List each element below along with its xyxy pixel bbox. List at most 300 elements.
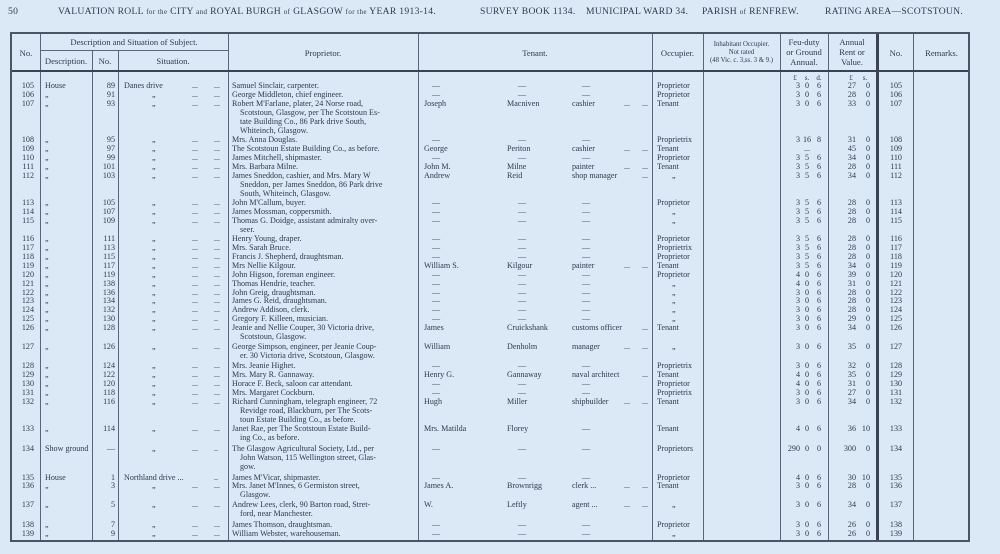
description: House (45, 472, 66, 482)
feu-pence: 6 (816, 278, 822, 288)
tenant-first-name: — (432, 278, 441, 288)
occupier-status: Tenant (657, 424, 679, 434)
entry-number-right: 123 (889, 296, 903, 306)
proprietor-line: Jeanie and Nellie Couper, 30 Victoria drive, (232, 322, 374, 332)
entry-number: 132 (21, 396, 34, 406)
tenant-first-name: — (432, 81, 441, 90)
leader-dots: ... (192, 170, 199, 180)
tenant-surname: — (518, 314, 527, 324)
tenant-surname: Miller (507, 396, 528, 406)
feu-shillings: 0 (804, 424, 810, 434)
description: „ (45, 143, 49, 153)
feu-shillings: 5 (804, 243, 810, 253)
proprietor (232, 520, 418, 529)
rule (876, 34, 879, 540)
feu-pounds: 3 (795, 314, 800, 324)
tenant-surname: — (518, 278, 527, 288)
feu-shillings: 0 (804, 89, 810, 99)
rule (780, 34, 781, 540)
entry-number: 105 (21, 81, 34, 90)
entry-number-right: 112 (890, 170, 902, 180)
col-inhabitant-line: Not rated (728, 49, 755, 56)
feu-pence: 6 (816, 370, 822, 380)
rent-shillings: 0 (865, 98, 870, 108)
description: „ (45, 234, 49, 244)
description: „ (45, 135, 49, 145)
entry-number-right: 135 (889, 472, 903, 482)
tenant-first-name: — (432, 135, 441, 145)
feu-shillings: 0 (804, 361, 810, 371)
leader-dots: ... (192, 519, 199, 529)
feu-pounds: 4 (795, 379, 800, 389)
leader-dots: ... (642, 161, 649, 171)
entry-number-right: 128 (889, 361, 903, 371)
title-main: VALUATION ROLL (58, 6, 144, 17)
leader-dots: ... (642, 322, 649, 332)
feu-pence: 6 (816, 269, 822, 279)
rent-pounds: 28 (847, 252, 856, 262)
leader-dots: ... (192, 481, 199, 491)
tenant-occupation: agent ... (572, 500, 598, 510)
description: „ (45, 322, 49, 332)
leader-dots: ... (214, 396, 221, 406)
description: „ (45, 252, 49, 262)
leader-dots: ... (192, 81, 199, 90)
feu-pounds: 3 (795, 234, 800, 244)
description: „ (45, 519, 49, 529)
proprietor (232, 171, 418, 198)
leader-dots: ... (642, 98, 649, 108)
unit-pounds: £ (793, 74, 797, 82)
feu-pence: 6 (816, 519, 822, 529)
entry-number-right: 125 (889, 314, 903, 324)
proprietor (232, 500, 418, 518)
tenant-surname: Macniven (507, 98, 540, 108)
description: „ (45, 215, 49, 225)
rule (40, 50, 228, 51)
entry-number: 112 (22, 170, 34, 180)
feu-shillings: 5 (804, 206, 810, 216)
proprietor-line: Scotstoun, Glasgow, per The Scotstoun Es- (240, 107, 380, 117)
tenant-occupation: — (582, 472, 591, 482)
tenant-surname: — (518, 198, 527, 208)
subject-number: 5 (110, 500, 115, 510)
proprietor-line: William Webster, warehouseman. (232, 528, 341, 538)
entry-number: 131 (21, 387, 34, 397)
tenant-surname: Brownrigg (507, 481, 543, 491)
proprietor-line: James Mitchell, shipmaster. (232, 152, 322, 162)
feu-shillings: 0 (804, 98, 810, 108)
rent-pounds: 28 (847, 234, 856, 244)
feu-pence: 6 (816, 379, 822, 389)
feu-shillings: 0 (804, 322, 810, 332)
tenant-surname: — (518, 444, 527, 453)
parish (702, 6, 799, 17)
feu-shillings: 0 (804, 472, 810, 482)
feu-pounds: 4 (795, 278, 800, 288)
proprietor (232, 270, 418, 279)
col-proprietor: Proprietor. (304, 48, 342, 58)
survey-book: SURVEY BOOK 1134. (480, 6, 576, 17)
tenant-first-name: — (432, 519, 441, 529)
feu-pounds: 4 (795, 370, 800, 380)
leader-dots: ... (214, 269, 221, 279)
situation: „ (152, 341, 156, 351)
leader-dots: ... (624, 143, 631, 153)
occupier-status: „ (672, 215, 676, 225)
feu-pounds: 3 (795, 198, 800, 208)
feu-shillings: 0 (804, 305, 810, 315)
feu-pounds: 3 (795, 341, 800, 351)
proprietor-line: George Middleton, chief engineer. (232, 89, 344, 99)
feu-pounds: 4 (795, 424, 800, 434)
roll-title (58, 6, 436, 17)
subject-number: 126 (102, 341, 115, 351)
proprietor-line: ford, near Manchester. (240, 509, 313, 519)
feu-pounds: 3 (795, 481, 800, 491)
entry-number-right: 111 (890, 161, 902, 171)
subject-number: 118 (103, 387, 115, 397)
situation: „ (152, 396, 156, 406)
feu-pence: 6 (816, 234, 822, 244)
feu-shillings: 5 (804, 152, 810, 162)
subject-number: 89 (106, 81, 115, 90)
feu-pence: 6 (816, 152, 822, 162)
feu-shillings: 16 (802, 135, 812, 145)
feu-pounds: 3 (795, 215, 800, 225)
tenant-first-name: — (432, 387, 441, 397)
entry-number-right: 132 (889, 396, 903, 406)
unit-shillings: s. (804, 74, 810, 82)
description: „ (45, 206, 49, 216)
leader-dots: ... (214, 361, 221, 371)
proprietor (232, 81, 418, 90)
tenant-surname: — (518, 243, 527, 253)
leader-dots: ... (192, 296, 199, 306)
rule (418, 34, 419, 540)
rent-shillings: 0 (865, 519, 870, 529)
leader-dots: ... (624, 396, 631, 406)
proprietor-line: Revidge road, Blackburn, per The Scots- (240, 405, 373, 415)
entry-number: 125 (21, 314, 34, 324)
feu-shillings: 5 (804, 252, 810, 262)
leader-dots: ... (214, 170, 221, 180)
entry-number-right: 118 (890, 252, 902, 262)
rule (703, 34, 704, 540)
col-no-right: No. (889, 48, 903, 58)
rent-shillings: 0 (865, 444, 870, 453)
tenant-surname: — (518, 387, 527, 397)
proprietor (232, 305, 418, 314)
feu-pence: 6 (816, 396, 822, 406)
rent-pounds: 34 (847, 170, 856, 180)
proprietor (232, 207, 418, 216)
unit-pence: d. (816, 74, 822, 82)
leader-dots: ... (214, 206, 221, 216)
entry-number-right: 133 (889, 424, 903, 434)
situation: „ (152, 243, 156, 253)
description: „ (45, 424, 49, 434)
leader-dots: ... (192, 161, 199, 171)
proprietor (232, 99, 418, 135)
proprietor (232, 162, 418, 171)
proprietor (232, 279, 418, 288)
tenant-surname: Cruickshank (507, 322, 548, 332)
leader-dots: ... (214, 296, 221, 306)
tenant-first-name: — (432, 215, 441, 225)
page-header (8, 6, 992, 20)
description: „ (45, 396, 49, 406)
entry-number: 117 (22, 243, 34, 253)
tenant-occupation: manager (572, 341, 600, 351)
situation: Northland drive ... (124, 472, 184, 482)
tenant-surname: — (518, 81, 527, 90)
leader-dots: ... (214, 528, 221, 538)
tenant-occupation: — (582, 206, 591, 216)
feu-pounds: 3 (795, 361, 800, 371)
entry-number: 106 (21, 89, 34, 99)
proprietor-line: James M'Vicar, shipmaster. (232, 472, 321, 482)
proprietor-line: Henry Young, draper. (232, 234, 302, 244)
situation: „ (152, 152, 156, 162)
rent-shillings: 0 (865, 89, 870, 99)
rent-pounds: 28 (847, 215, 856, 225)
tenant-first-name: — (432, 252, 441, 262)
occupier-status: Proprietrix (657, 243, 693, 253)
entry-number: 127 (21, 341, 34, 351)
occupier-status: Proprietor (657, 81, 690, 90)
rent-pounds: 29 (847, 314, 856, 324)
proprietor (232, 529, 418, 538)
occupier-status: Proprietor (657, 198, 690, 208)
occupier-status: „ (672, 296, 676, 306)
tenant-surname: — (518, 234, 527, 244)
leader-dots: ... (192, 89, 199, 99)
proprietor (232, 198, 418, 207)
tenant-occupation: cashier (572, 143, 595, 153)
rent-pounds: 28 (847, 296, 856, 306)
proprietor-line: Mrs. Anna Douglas. (232, 135, 298, 145)
proprietor (232, 234, 418, 243)
proprietor-line: seer. (240, 224, 255, 234)
rent-shillings: 0 (865, 135, 870, 145)
entry-number: 139 (21, 528, 34, 538)
situation: „ (152, 370, 156, 380)
occupier-status: „ (672, 278, 676, 288)
col-no: No. (19, 48, 33, 58)
rule (913, 34, 914, 540)
feu-shillings: 5 (804, 215, 810, 225)
col-rent-line: Rent or (839, 47, 865, 57)
entry-number: 111 (22, 161, 34, 171)
proprietor-line: John Greig, draughtsman. (232, 287, 316, 297)
feu-pounds: 3 (795, 305, 800, 315)
leader-dots: ... (642, 370, 649, 380)
description: „ (45, 261, 49, 270)
feu-pounds: 3 (795, 500, 800, 510)
tenant-occupation: — (582, 215, 591, 225)
feu-pence: 6 (816, 198, 822, 208)
col-remarks: Remarks. (925, 48, 958, 58)
subject-number: 109 (102, 215, 115, 225)
proprietor (232, 342, 418, 360)
proprietor-line: Andrew Lees, clerk, 90 Barton road, Stret- (232, 500, 371, 510)
description: „ (45, 243, 49, 253)
tenant-surname: — (518, 252, 527, 262)
rent-pounds: 31 (847, 278, 856, 288)
occupier-status: „ (672, 500, 676, 510)
entry-number-right: 109 (889, 143, 903, 153)
feu-shillings: 0 (804, 81, 810, 90)
entry-number: 137 (21, 500, 34, 510)
feu-pence: 6 (816, 89, 822, 99)
tenant-surname: Leftly (507, 500, 527, 510)
entry-number: 119 (22, 261, 34, 270)
entry-number-right: 124 (889, 305, 903, 315)
entry-number: 129 (21, 370, 34, 380)
tenant-surname: Denholm (507, 341, 538, 351)
feu-shillings: 5 (804, 170, 810, 180)
occupier-status: Tenant (657, 261, 679, 270)
subject-number: 128 (102, 322, 115, 332)
subject-number: 138 (102, 278, 115, 288)
tenant-first-name: — (432, 234, 441, 244)
description: „ (45, 278, 49, 288)
leader-dots: ... (192, 198, 199, 208)
tenant-occupation: — (582, 314, 591, 324)
tenant-first-name: — (432, 314, 441, 324)
tenant-surname: — (518, 472, 527, 482)
feu-pence: 6 (816, 215, 822, 225)
proprietor (232, 314, 418, 323)
entry-number: 116 (22, 234, 34, 244)
proprietor (232, 296, 418, 305)
subject-number: 99 (106, 152, 115, 162)
feu-pounds: 3 (795, 519, 800, 529)
occupier-status: „ (672, 314, 676, 324)
rent-shillings: 10 (861, 424, 870, 434)
title-word: for the (146, 8, 168, 16)
leader-dots: ... (642, 500, 649, 510)
rent-shillings: 0 (865, 198, 870, 208)
feu-pounds: 3 (795, 135, 800, 145)
occupier-status: Tenant (657, 98, 679, 108)
tenant-first-name: — (432, 198, 441, 208)
occupier-status: „ (672, 528, 676, 538)
tenant-surname: — (518, 519, 527, 529)
tenant-first-name: Hugh (424, 396, 442, 406)
occupier-status: Proprietrix (657, 361, 693, 371)
entry-number-right: 113 (890, 198, 902, 208)
tenant-surname: — (518, 206, 527, 216)
rent-shillings: 0 (865, 305, 870, 315)
proprietor (232, 261, 418, 270)
entry-number-right: 108 (889, 135, 903, 145)
rent-pounds: 28 (847, 161, 856, 171)
description: „ (45, 296, 49, 306)
feu-pounds: 3 (795, 206, 800, 216)
tenant-surname: — (518, 305, 527, 315)
rent-shillings: 0 (865, 170, 870, 180)
tenant-occupation: — (582, 305, 591, 315)
occupier-status: Tenant (657, 370, 679, 380)
tenant-first-name: — (432, 269, 441, 279)
proprietor (232, 481, 418, 499)
feu-pounds: 3 (795, 252, 800, 262)
leader-dots: .. (214, 472, 219, 482)
tenant-occupation: — (582, 135, 591, 145)
entry-number: 107 (21, 98, 34, 108)
occupier-status: Tenant (657, 396, 679, 406)
entry-number-right: 126 (889, 322, 903, 332)
leader-dots: ... (192, 278, 199, 288)
subject-number: 113 (103, 243, 115, 253)
leader-dots: ... (642, 481, 649, 491)
rent-pounds: 28 (847, 198, 856, 208)
proprietor (232, 90, 418, 99)
tenant-first-name: W. (424, 500, 433, 510)
tenant-occupation: shipbuilder (572, 396, 609, 406)
leader-dots: ... (192, 528, 199, 538)
leader-dots: ... (192, 361, 199, 371)
leader-dots: ... (192, 135, 199, 145)
tenant-occupation: — (582, 361, 591, 371)
entry-number: 121 (21, 278, 34, 288)
rent-pounds: 34 (847, 396, 856, 406)
feu-pounds: 3 (795, 287, 800, 297)
proprietor-line: John M'Callum, buyer. (232, 198, 306, 208)
rent-pounds: 33 (847, 98, 856, 108)
tenant-occupation: — (582, 387, 591, 397)
rent-shillings: 0 (865, 379, 870, 389)
rent-pounds: 28 (847, 287, 856, 297)
proprietor (232, 252, 418, 261)
situation: „ (152, 261, 156, 270)
col-situation: Situation. (156, 56, 190, 66)
tenant-surname: Florey (507, 424, 529, 434)
rent-pounds: 300 (843, 444, 856, 453)
feu-pounds: 3 (795, 396, 800, 406)
feu-pounds: 3 (795, 296, 800, 306)
situation: „ (152, 528, 156, 538)
leader-dots: ... (192, 444, 199, 453)
tenant-first-name: — (432, 287, 441, 297)
feu-pence: 6 (816, 528, 822, 538)
tenant-first-name: — (432, 89, 441, 99)
tenant-occupation: cashier (572, 98, 595, 108)
situation: „ (152, 500, 156, 510)
entry-number: 113 (22, 198, 34, 208)
feu-pence: 6 (816, 206, 822, 216)
feu-pence: 6 (816, 314, 822, 324)
rule (652, 34, 653, 540)
col-feu-line: Annual. (790, 57, 818, 67)
tenant-first-name: — (432, 243, 441, 253)
leader-dots: ... (214, 135, 221, 145)
entry-number-right: 117 (890, 243, 902, 253)
feu-shillings: 0 (804, 314, 810, 324)
description: „ (45, 170, 49, 180)
tenant-occupation: — (582, 528, 591, 538)
feu-shillings: ... (803, 143, 811, 153)
subject-number: 111 (103, 234, 115, 244)
feu-pence: 6 (816, 472, 822, 482)
rating-area: RATING AREA—SCOTSTOUN. (825, 6, 964, 17)
tenant-first-name: — (432, 361, 441, 371)
feu-shillings: 0 (804, 379, 810, 389)
tenant-occupation: naval architect (572, 370, 620, 380)
proprietor-line: Gregory F. Killeen, musician. (232, 314, 329, 324)
